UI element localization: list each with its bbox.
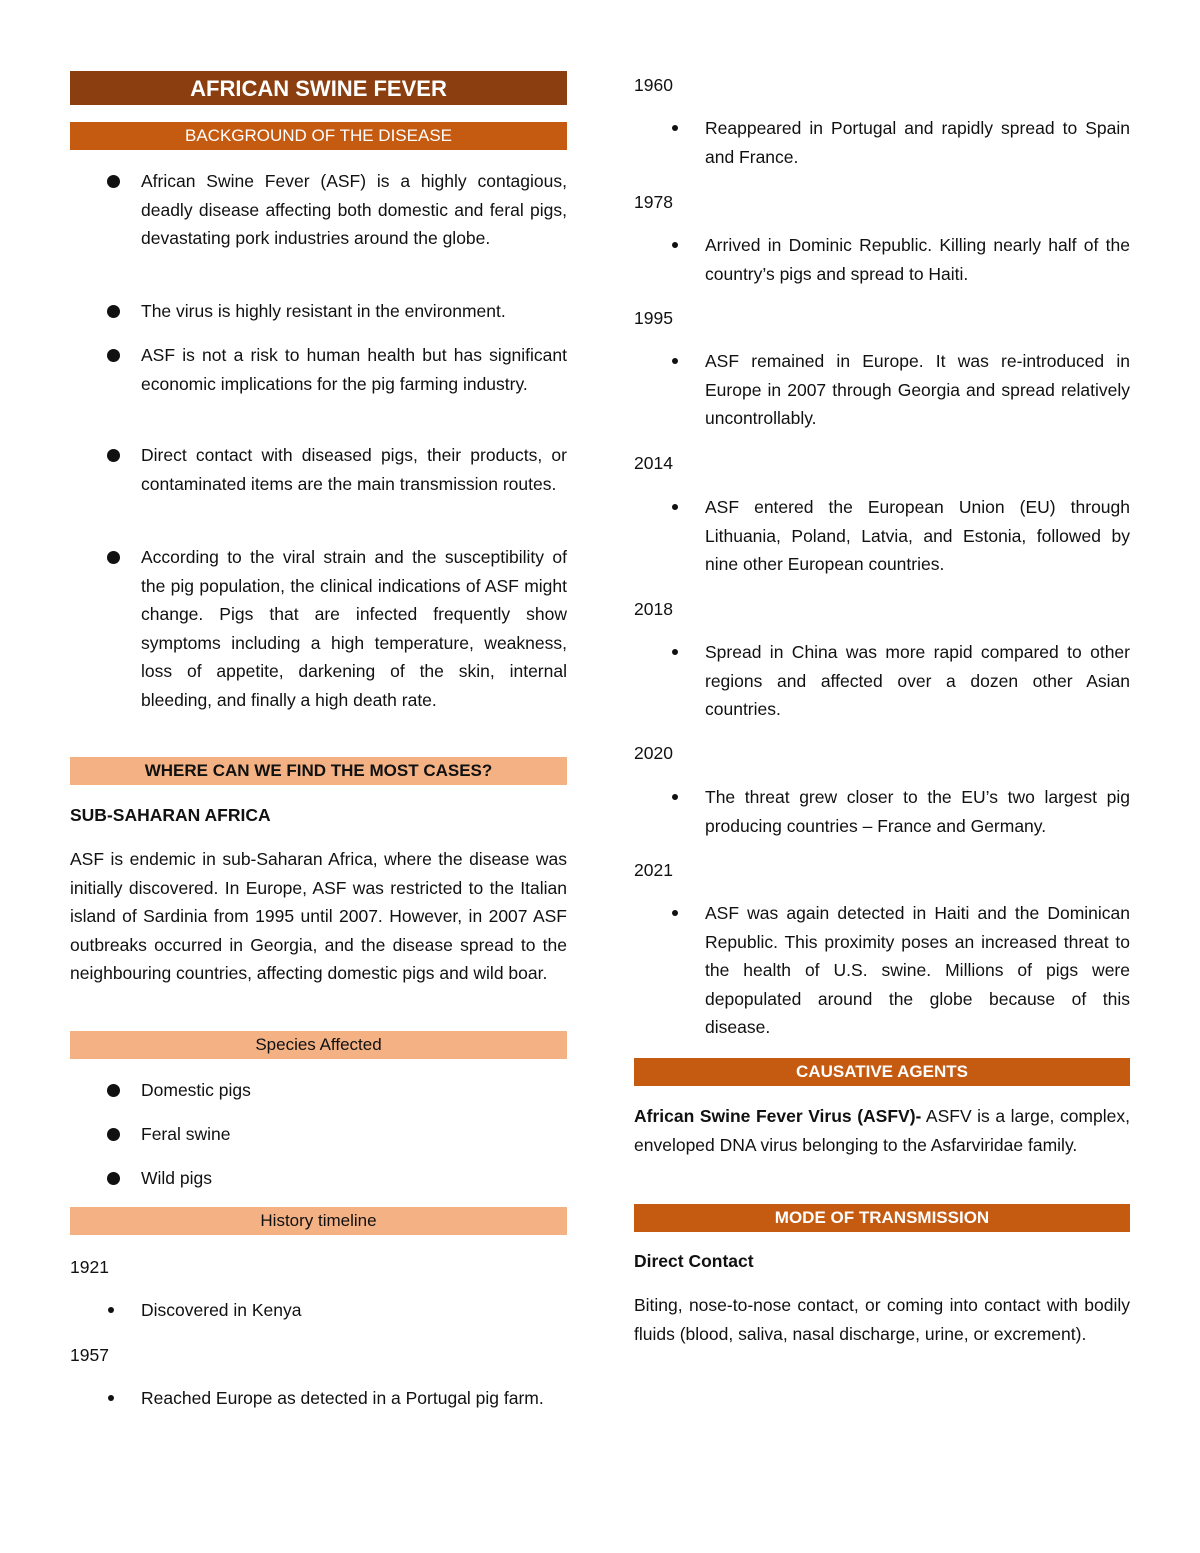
timeline-entry: Reached Europe as detected in a Portugal pig farm.	[70, 1384, 567, 1413]
background-bullet: ASF is not a risk to human health but has significant economic implications for the pig farming industry.	[70, 341, 567, 398]
species-heading: Species Affected	[70, 1031, 567, 1059]
history-heading: History timeline	[70, 1207, 567, 1235]
species-item: Feral swine	[70, 1120, 567, 1149]
bullet-icon	[107, 349, 120, 362]
cases-paragraph: ASF is endemic in sub-Saharan Africa, where the disease was initially discovered. In Europe, ASF was restricted to the Italian island of Sardinia from 1995 until 2007. However, in 2007 ASF outbreaks occurred in Georgia, and the disease spread to the neighbouring countries, affecting domestic pigs and wild boar.	[70, 849, 567, 984]
bullet-icon	[107, 305, 120, 318]
timeline-entry: ASF entered the European Union (EU) through Lithuania, Poland, Latvia, and Estonia, followed by nine other European countries.	[634, 493, 1130, 579]
bullet-icon	[672, 504, 678, 510]
timeline-year: 2021	[634, 860, 673, 880]
bullet-icon	[107, 551, 120, 564]
bullet-icon	[108, 1395, 114, 1401]
timeline-entry: Discovered in Kenya	[70, 1296, 567, 1325]
causative-paragraph	[634, 1102, 1130, 1159]
timeline-year: 1957	[70, 1345, 109, 1365]
timeline-entry: ASF was again detected in Haiti and the Dominican Republic. This proximity poses an increased threat to the health of U.S. swine. Millions of pigs were depopulated around the globe because of this disease.	[634, 899, 1130, 1042]
timeline-year: 1921	[70, 1257, 109, 1277]
transmission-paragraph: Biting, nose-to-nose contact, or coming into contact with bodily fluids (blood, saliva, nasal discharge, urine, or excrement).	[634, 1295, 1130, 1344]
timeline-entry: Arrived in Dominic Republic. Killing nearly half of the country’s pigs and spread to Haiti.	[634, 231, 1130, 288]
bullet-icon	[107, 1172, 120, 1185]
bullet-icon	[672, 242, 678, 248]
virus-description: ASFV is a large, complex, enveloped DNA virus belonging to the Asfarviridae family.	[634, 1106, 1130, 1155]
timeline-year: 2014	[634, 453, 673, 473]
document-title: AFRICAN SWINE FEVER	[70, 71, 567, 105]
virus-term: African Swine Fever Virus (ASFV)-	[634, 1106, 922, 1126]
species-item: Wild pigs	[70, 1164, 567, 1193]
causative-heading: CAUSATIVE AGENTS	[634, 1058, 1130, 1086]
bullet-icon	[672, 649, 678, 655]
background-bullet: According to the viral strain and the susceptibility of the pig population, the clinical indications of ASF might change. Pigs that are infected frequently show symptoms including a high temperature, weakness, loss of appetite, darkening of the skin, internal bleeding, and finally a high death rate.	[70, 543, 567, 715]
bullet-icon	[107, 175, 120, 188]
timeline-year: 2018	[634, 599, 673, 619]
timeline-year: 1995	[634, 308, 673, 328]
timeline-entry: Spread in China was more rapid compared to other regions and affected over a dozen other Asian countries.	[634, 638, 1130, 724]
timeline-entry: Reappeared in Portugal and rapidly spread to Spain and France.	[634, 114, 1130, 171]
bullet-icon	[672, 794, 678, 800]
region-subheading: SUB-SAHARAN AFRICA	[70, 805, 271, 825]
bullet-icon	[672, 125, 678, 131]
background-bullet: African Swine Fever (ASF) is a highly contagious, deadly disease affecting both domestic and feral pigs, devastating pork industries around the globe.	[70, 167, 567, 253]
bullet-icon	[107, 449, 120, 462]
bullet-icon	[108, 1307, 114, 1313]
cases-heading: WHERE CAN WE FIND THE MOST CASES?	[70, 757, 567, 785]
background-heading: BACKGROUND OF THE DISEASE	[70, 122, 567, 150]
bullet-icon	[107, 1084, 120, 1097]
timeline-entry: The threat grew closer to the EU’s two largest pig producing countries – France and Germany.	[634, 783, 1130, 840]
timeline-year: 1960	[634, 75, 673, 95]
background-bullet: The virus is highly resistant in the environment.	[70, 297, 567, 326]
timeline-entry: ASF remained in Europe. It was re-introduced in Europe in 2007 through Georgia and spread relatively uncontrollably.	[634, 347, 1130, 433]
bullet-icon	[107, 1128, 120, 1141]
species-item: Domestic pigs	[70, 1076, 567, 1105]
bullet-icon	[672, 910, 678, 916]
timeline-year: 2020	[634, 743, 673, 763]
bullet-icon	[672, 358, 678, 364]
transmission-heading: MODE OF TRANSMISSION	[634, 1204, 1130, 1232]
timeline-year: 1978	[634, 192, 673, 212]
transmission-subheading: Direct Contact	[634, 1251, 754, 1271]
background-bullet: Direct contact with diseased pigs, their products, or contaminated items are the main transmission routes.	[70, 441, 567, 498]
